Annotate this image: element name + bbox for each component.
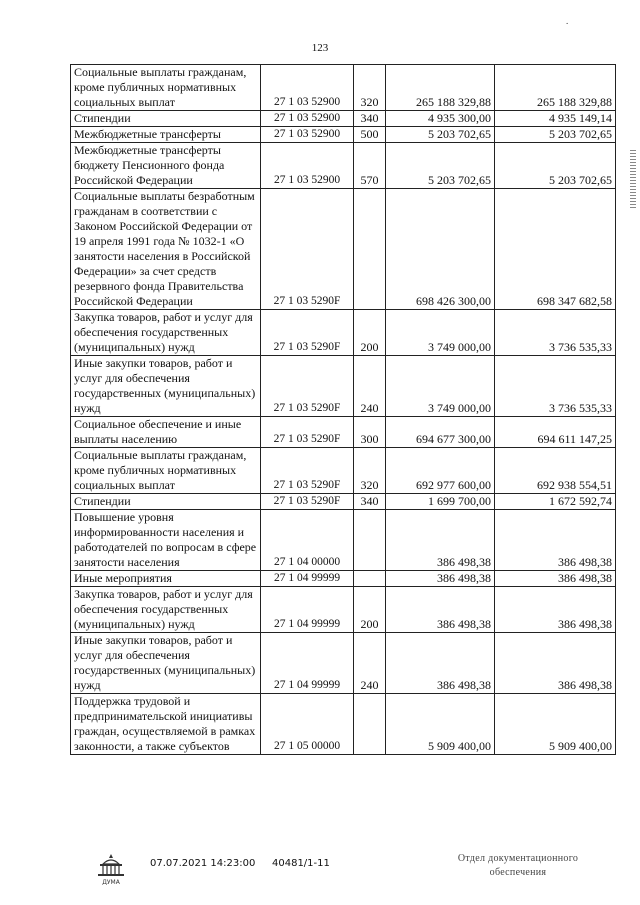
table-row	[71, 510, 616, 571]
row-executed-amount: 5 909 400,00	[495, 694, 616, 755]
row-name: Социальные выплаты безработным гражданам в соответствии с Законом Российской Федерации от 19 апреля 1991 года № 1032-1 «О занятости населения в Российской Федерации» за счет средств резервного фонда Правительства Российской Федерации	[71, 189, 261, 310]
row-code: 27 1 03 5290F	[261, 356, 354, 417]
row-name: Повышение уровня информированности населения и работодателей по вопросам в сфере занятости населения	[71, 510, 261, 571]
row-expense-type: 240	[354, 356, 386, 417]
row-code: 27 1 04 00000	[261, 510, 354, 571]
svg-text:ДУМА: ДУМА	[102, 879, 120, 886]
budget-table	[70, 64, 616, 755]
row-plan-amount: 386 498,38	[386, 633, 495, 694]
row-plan-amount: 692 977 600,00	[386, 448, 495, 494]
row-executed-amount: 3 736 535,33	[495, 310, 616, 356]
row-expense-type	[354, 571, 386, 587]
row-name: Стипендии	[71, 494, 261, 510]
row-expense-type: 340	[354, 111, 386, 127]
row-expense-type: 320	[354, 448, 386, 494]
page-number: 123	[311, 42, 329, 54]
row-name: Иные закупки товаров, работ и услуг для обеспечения государственных (муниципальных) нужд	[71, 633, 261, 694]
row-executed-amount: 5 203 702,65	[495, 143, 616, 189]
table-row	[71, 65, 616, 111]
row-executed-amount: 386 498,38	[495, 633, 616, 694]
table-row	[71, 633, 616, 694]
row-plan-amount: 3 749 000,00	[386, 356, 495, 417]
row-expense-type: 340	[354, 494, 386, 510]
table-row	[71, 127, 616, 143]
row-plan-amount: 5 909 400,00	[386, 694, 495, 755]
row-expense-type: 320	[354, 65, 386, 111]
row-plan-amount: 386 498,38	[386, 587, 495, 633]
row-executed-amount: 1 672 592,74	[495, 494, 616, 510]
row-expense-type: 200	[354, 587, 386, 633]
row-expense-type: 570	[354, 143, 386, 189]
row-name: Закупка товаров, работ и услуг для обеспечения государственных (муниципальных) нужд	[71, 310, 261, 356]
row-name: Иные мероприятия	[71, 571, 261, 587]
row-code: 27 1 03 5290F	[261, 448, 354, 494]
row-code: 27 1 04 99999	[261, 587, 354, 633]
row-executed-amount: 386 498,38	[495, 571, 616, 587]
table-row	[71, 417, 616, 448]
row-code: 27 1 04 99999	[261, 571, 354, 587]
row-expense-type: 300	[354, 417, 386, 448]
footer-department-line1: Отдел документационного	[457, 853, 579, 864]
row-plan-amount: 694 677 300,00	[386, 417, 495, 448]
row-code: 27 1 03 5290F	[261, 310, 354, 356]
duma-building-logo-icon	[93, 852, 129, 888]
table-row	[71, 356, 616, 417]
row-name: Межбюджетные трансферты бюджету Пенсионного фонда Российской Федерации	[71, 143, 261, 189]
row-name: Социальные выплаты гражданам, кроме публичных нормативных социальных выплат	[71, 448, 261, 494]
row-executed-amount: 5 203 702,65	[495, 127, 616, 143]
row-executed-amount: 3 736 535,33	[495, 356, 616, 417]
corner-mark: .	[566, 16, 569, 26]
row-code: 27 1 04 99999	[261, 633, 354, 694]
table-row	[71, 189, 616, 310]
row-code: 27 1 03 52900	[261, 127, 354, 143]
row-name: Социальное обеспечение и иные выплаты населению	[71, 417, 261, 448]
row-plan-amount: 386 498,38	[386, 510, 495, 571]
footer-department-line2: обеспечения	[489, 867, 547, 878]
table-row	[71, 587, 616, 633]
footer-doc-number: 40481/1-11	[272, 858, 330, 869]
row-plan-amount: 5 203 702,65	[386, 143, 495, 189]
row-code: 27 1 03 5290F	[261, 417, 354, 448]
row-plan-amount: 386 498,38	[386, 571, 495, 587]
row-executed-amount: 698 347 682,58	[495, 189, 616, 310]
row-expense-type: 240	[354, 633, 386, 694]
row-code: 27 1 05 00000	[261, 694, 354, 755]
table-row	[71, 111, 616, 127]
row-code: 27 1 03 5290F	[261, 494, 354, 510]
table-row	[71, 494, 616, 510]
row-expense-type	[354, 510, 386, 571]
side-binding-mark	[630, 150, 636, 210]
row-code: 27 1 03 5290F	[261, 189, 354, 310]
row-code: 27 1 03 52900	[261, 111, 354, 127]
row-plan-amount: 1 699 700,00	[386, 494, 495, 510]
row-expense-type: 500	[354, 127, 386, 143]
row-executed-amount: 694 611 147,25	[495, 417, 616, 448]
row-name: Поддержка трудовой и предпринимательской инициативы граждан, осуществляемой в рамках законности, а также субъектов	[71, 694, 261, 755]
row-expense-type	[354, 694, 386, 755]
row-executed-amount: 386 498,38	[495, 510, 616, 571]
footer-department-stamp	[438, 852, 598, 880]
row-name: Социальные выплаты гражданам, кроме публичных нормативных социальных выплат	[71, 65, 261, 111]
table-row	[71, 571, 616, 587]
footer-datetime: 07.07.2021 14:23:00	[150, 858, 256, 869]
document-footer	[0, 850, 640, 890]
row-plan-amount: 265 188 329,88	[386, 65, 495, 111]
row-plan-amount: 5 203 702,65	[386, 127, 495, 143]
row-name: Иные закупки товаров, работ и услуг для обеспечения государственных (муниципальных) нужд	[71, 356, 261, 417]
row-executed-amount: 386 498,38	[495, 587, 616, 633]
budget-table-body	[71, 65, 616, 755]
row-name: Стипендии	[71, 111, 261, 127]
table-row	[71, 694, 616, 755]
table-row	[71, 448, 616, 494]
row-executed-amount: 4 935 149,14	[495, 111, 616, 127]
row-expense-type: 200	[354, 310, 386, 356]
table-row	[71, 143, 616, 189]
row-plan-amount: 698 426 300,00	[386, 189, 495, 310]
table-row	[71, 310, 616, 356]
row-expense-type	[354, 189, 386, 310]
row-code: 27 1 03 52900	[261, 143, 354, 189]
row-plan-amount: 3 749 000,00	[386, 310, 495, 356]
row-code: 27 1 03 52900	[261, 65, 354, 111]
row-executed-amount: 692 938 554,51	[495, 448, 616, 494]
row-executed-amount: 265 188 329,88	[495, 65, 616, 111]
row-name: Закупка товаров, работ и услуг для обеспечения государственных (муниципальных) нужд	[71, 587, 261, 633]
row-name: Межбюджетные трансферты	[71, 127, 261, 143]
row-plan-amount: 4 935 300,00	[386, 111, 495, 127]
